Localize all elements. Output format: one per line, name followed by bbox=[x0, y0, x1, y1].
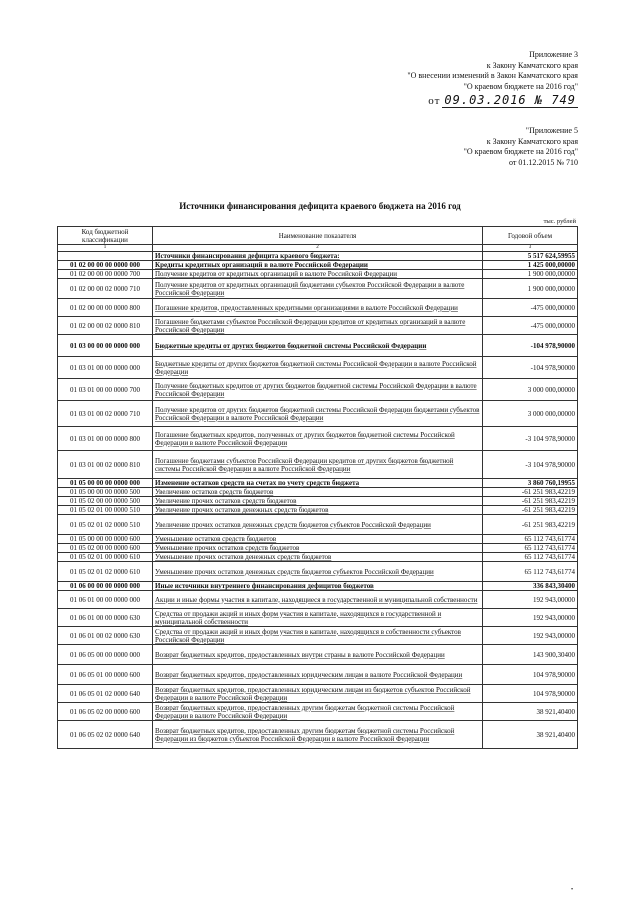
row-name: Получение кредитов от кредитных организаций в валюте Российской Федерации bbox=[153, 270, 483, 279]
row-name: Возврат бюджетных кредитов, предоставленных юридическим лицам из бюджетов субъектов Российской Федерации в валюте Российской Федерации bbox=[153, 685, 483, 703]
row-code: 01 06 05 00 00 0000 000 bbox=[58, 645, 153, 665]
row-value: 192 943,00000 bbox=[483, 609, 578, 627]
row-value: 104 978,90000 bbox=[483, 665, 578, 685]
table-row bbox=[58, 553, 578, 562]
row-value: 192 943,00000 bbox=[483, 627, 578, 645]
table-row bbox=[58, 488, 578, 497]
row-code: 01 05 02 01 00 0000 610 bbox=[58, 553, 153, 562]
column-header-code: Код бюджетной классификации bbox=[58, 227, 153, 245]
row-name: Источники финансирования дефицита краевого бюджета: bbox=[153, 252, 483, 261]
row-code: 01 05 00 00 00 0000 500 bbox=[58, 488, 153, 497]
row-value: -61 251 983,42219 bbox=[483, 506, 578, 515]
row-name: Уменьшение прочих остатков денежных средств бюджетов субъектов Российской Федерации bbox=[153, 562, 483, 582]
table-row bbox=[58, 544, 578, 553]
row-value: 65 112 743,61774 bbox=[483, 562, 578, 582]
row-name: Иные источники внутреннего финансирования дефицитов бюджетов bbox=[153, 582, 483, 591]
row-code: 01 06 01 00 00 0000 630 bbox=[58, 609, 153, 627]
column-number: 3 bbox=[483, 245, 578, 252]
table-row bbox=[58, 535, 578, 544]
row-value: -61 251 983,42219 bbox=[483, 515, 578, 535]
row-name: Изменение остатков средств на счетах по учету средств бюджета bbox=[153, 479, 483, 488]
table-row bbox=[58, 479, 578, 488]
row-value: -61 251 983,42219 bbox=[483, 497, 578, 506]
table-header-row bbox=[58, 227, 578, 245]
row-name: Средства от продажи акций и иных форм участия в капитале, находящихся в государственной и муниципальной собственности bbox=[153, 609, 483, 627]
row-name: Увеличение прочих остатков средств бюджетов bbox=[153, 497, 483, 506]
table-row bbox=[58, 252, 578, 261]
table-row bbox=[58, 335, 578, 357]
row-code: 01 06 05 01 00 0000 600 bbox=[58, 665, 153, 685]
original-header bbox=[464, 126, 578, 168]
table-row bbox=[58, 357, 578, 379]
row-name: Увеличение прочих остатков денежных средств бюджетов субъектов Российской Федерации bbox=[153, 515, 483, 535]
table-row bbox=[58, 703, 578, 721]
header-line: "Приложение 5 bbox=[525, 126, 578, 135]
table-row bbox=[58, 379, 578, 401]
row-value: -475 000,00000 bbox=[483, 317, 578, 335]
row-value: -104 978,90000 bbox=[483, 357, 578, 379]
table-row bbox=[58, 665, 578, 685]
row-name: Возврат бюджетных кредитов, предоставленных другим бюджетам бюджетной системы Российской Федерации из бюджетов субъектов Российской Федерации в валюте Российской Федерации bbox=[153, 721, 483, 749]
row-code: 01 05 02 01 00 0000 510 bbox=[58, 506, 153, 515]
row-name: Бюджетные кредиты от других бюджетов бюджетной системы Российской Федерации в валюте Российской Федерации bbox=[153, 357, 483, 379]
document-title: Источники финансирования дефицита краевого бюджета на 2016 год bbox=[179, 201, 461, 211]
row-name: Получение кредитов от кредитных организаций бюджетами субъектов Российской Федерации в валюте Российской Федерации bbox=[153, 279, 483, 299]
header-line: Приложение 3 bbox=[529, 50, 578, 59]
row-code: 01 03 01 00 02 0000 810 bbox=[58, 451, 153, 479]
table-row bbox=[58, 451, 578, 479]
row-value: 1 900 000,00000 bbox=[483, 279, 578, 299]
financing-sources-table bbox=[57, 226, 578, 749]
table-row bbox=[58, 401, 578, 427]
column-header-value: Годовой объем bbox=[483, 227, 578, 245]
table-row bbox=[58, 427, 578, 451]
row-value: 5 517 624,59955 bbox=[483, 252, 578, 261]
table-row bbox=[58, 685, 578, 703]
row-value: 3 860 760,19955 bbox=[483, 479, 578, 488]
row-code: 01 03 01 00 00 0000 000 bbox=[58, 357, 153, 379]
row-name: Кредиты кредитных организаций в валюте Российской Федерации bbox=[153, 261, 483, 270]
row-value: 143 900,30400 bbox=[483, 645, 578, 665]
footer-mark: • bbox=[571, 887, 574, 893]
header-date-prefix: от bbox=[428, 95, 441, 107]
table-row bbox=[58, 317, 578, 335]
table-row bbox=[58, 627, 578, 645]
table-row bbox=[58, 299, 578, 317]
row-code: 01 02 00 00 00 0000 000 bbox=[58, 261, 153, 270]
row-name: Погашение кредитов, предоставленных кредитными организациями в валюте Российской Федерации bbox=[153, 299, 483, 317]
row-name: Получение кредитов от других бюджетов бюджетной системы Российской Федерации бюджетами субъектов Российской Федерации в валюте Российской Федерации bbox=[153, 401, 483, 427]
row-value: -104 978,90000 bbox=[483, 335, 578, 357]
row-value: 38 921,40400 bbox=[483, 703, 578, 721]
row-name: Уменьшение прочих остатков средств бюджетов bbox=[153, 544, 483, 553]
row-code: 01 05 02 00 00 0000 500 bbox=[58, 497, 153, 506]
row-name: Акции и иные формы участия в капитале, находящиеся в государственной и муниципальной собственности bbox=[153, 591, 483, 609]
header-line: от 01.12.2015 № 710 bbox=[508, 157, 578, 167]
row-name: Бюджетные кредиты от других бюджетов бюджетной системы Российской Федерации bbox=[153, 335, 483, 357]
table-row bbox=[58, 645, 578, 665]
row-name: Увеличение прочих остатков денежных средств бюджетов bbox=[153, 506, 483, 515]
row-code: 01 05 00 00 00 0000 000 bbox=[58, 479, 153, 488]
header-line: к Закону Камчатского края bbox=[486, 136, 578, 146]
table-row bbox=[58, 591, 578, 609]
row-code: 01 03 01 00 02 0000 710 bbox=[58, 401, 153, 427]
row-code: 01 06 00 00 00 0000 000 bbox=[58, 582, 153, 591]
row-code: 01 05 02 01 02 0000 510 bbox=[58, 515, 153, 535]
table-row bbox=[58, 609, 578, 627]
row-name: Увеличение остатков средств бюджетов bbox=[153, 488, 483, 497]
column-number: 1 bbox=[58, 245, 153, 252]
row-code: 01 02 00 00 00 0000 700 bbox=[58, 270, 153, 279]
row-name: Погашение бюджетами субъектов Российской Федерации кредитов от кредитных организаций в валюте Российской Федерации bbox=[153, 317, 483, 335]
row-code: 01 06 01 00 02 0000 630 bbox=[58, 627, 153, 645]
table-row bbox=[58, 582, 578, 591]
table-row bbox=[58, 279, 578, 299]
table-row bbox=[58, 497, 578, 506]
row-name: Возврат бюджетных кредитов, предоставленных внутри страны в валюте Российской Федерации bbox=[153, 645, 483, 665]
row-value: 1 425 000,00000 bbox=[483, 261, 578, 270]
row-value: 1 900 000,00000 bbox=[483, 270, 578, 279]
column-number: 2 bbox=[153, 245, 483, 252]
row-value: 3 000 000,00000 bbox=[483, 401, 578, 427]
row-value: 104 978,90000 bbox=[483, 685, 578, 703]
row-value: 65 112 743,61774 bbox=[483, 553, 578, 562]
row-value: -3 104 978,90000 bbox=[483, 451, 578, 479]
row-value: 336 843,30400 bbox=[483, 582, 578, 591]
header-line: к Закону Камчатского края bbox=[486, 60, 578, 70]
column-number-row bbox=[58, 245, 578, 252]
row-value: -3 104 978,90000 bbox=[483, 427, 578, 451]
header-line: "О краевом бюджете на 2016 год" bbox=[463, 81, 578, 91]
column-header-name: Наименование показателя bbox=[153, 227, 483, 245]
row-value: 65 112 743,61774 bbox=[483, 535, 578, 544]
header-line: "О краевом бюджете на 2016 год" bbox=[463, 147, 578, 156]
table-row bbox=[58, 721, 578, 749]
row-code: 01 06 01 00 00 0000 000 bbox=[58, 591, 153, 609]
handwritten-date-number: 09.03.2016 № 749 bbox=[444, 93, 576, 107]
row-value: -61 251 983,42219 bbox=[483, 488, 578, 497]
row-value: 3 000 000,00000 bbox=[483, 379, 578, 401]
row-name: Получение бюджетных кредитов от других бюджетов бюджетной системы Российской Федерации в валюте Российской Федерации bbox=[153, 379, 483, 401]
row-code: 01 02 00 00 00 0000 800 bbox=[58, 299, 153, 317]
unit-label: тыс. рублей bbox=[543, 218, 576, 225]
row-code: 01 03 00 00 00 0000 000 bbox=[58, 335, 153, 357]
row-code: 01 03 01 00 00 0000 800 bbox=[58, 427, 153, 451]
amendment-header bbox=[407, 50, 578, 108]
row-name: Возврат бюджетных кредитов, предоставленных юридическим лицам в валюте Российской Федерации bbox=[153, 665, 483, 685]
table-row bbox=[58, 261, 578, 270]
header-date-line bbox=[407, 94, 578, 108]
row-value: 38 921,40400 bbox=[483, 721, 578, 749]
row-name: Возврат бюджетных кредитов, предоставленных другим бюджетам бюджетной системы Российской Федерации в валюте Российской Федерации bbox=[153, 703, 483, 721]
row-value: 65 112 743,61774 bbox=[483, 544, 578, 553]
row-code: 01 06 05 01 02 0000 640 bbox=[58, 685, 153, 703]
row-code: 01 06 05 02 02 0000 640 bbox=[58, 721, 153, 749]
row-name: Погашение бюджетных кредитов, полученных от других бюджетов бюджетной системы Российской Федерации в валюте Российской Федерации bbox=[153, 427, 483, 451]
row-name: Погашение бюджетами субъектов Российской Федерации кредитов от других бюджетов бюджетной системы Российской Федерации в валюте Российской Федерации bbox=[153, 451, 483, 479]
row-code: 01 05 00 00 00 0000 600 bbox=[58, 535, 153, 544]
table-body bbox=[58, 252, 578, 749]
row-name: Средства от продажи акций и иных форм участия в капитале, находящихся в собственности субъектов Российской Федерации bbox=[153, 627, 483, 645]
header-line: "О внесении изменений в Закон Камчатского края bbox=[407, 71, 578, 80]
row-value: -475 000,00000 bbox=[483, 299, 578, 317]
row-value: 192 943,00000 bbox=[483, 591, 578, 609]
row-code: 01 05 02 00 00 0000 600 bbox=[58, 544, 153, 553]
row-code: 01 02 00 00 02 0000 710 bbox=[58, 279, 153, 299]
table-row bbox=[58, 562, 578, 582]
row-code: 01 05 02 01 02 0000 610 bbox=[58, 562, 153, 582]
row-code bbox=[58, 252, 153, 261]
row-name: Уменьшение остатков средств бюджетов bbox=[153, 535, 483, 544]
table-row bbox=[58, 515, 578, 535]
table-row bbox=[58, 270, 578, 279]
row-name: Уменьшение прочих остатков денежных средств бюджетов bbox=[153, 553, 483, 562]
row-code: 01 03 01 00 00 0000 700 bbox=[58, 379, 153, 401]
table-row bbox=[58, 506, 578, 515]
row-code: 01 02 00 00 02 0000 810 bbox=[58, 317, 153, 335]
row-code: 01 06 05 02 00 0000 600 bbox=[58, 703, 153, 721]
